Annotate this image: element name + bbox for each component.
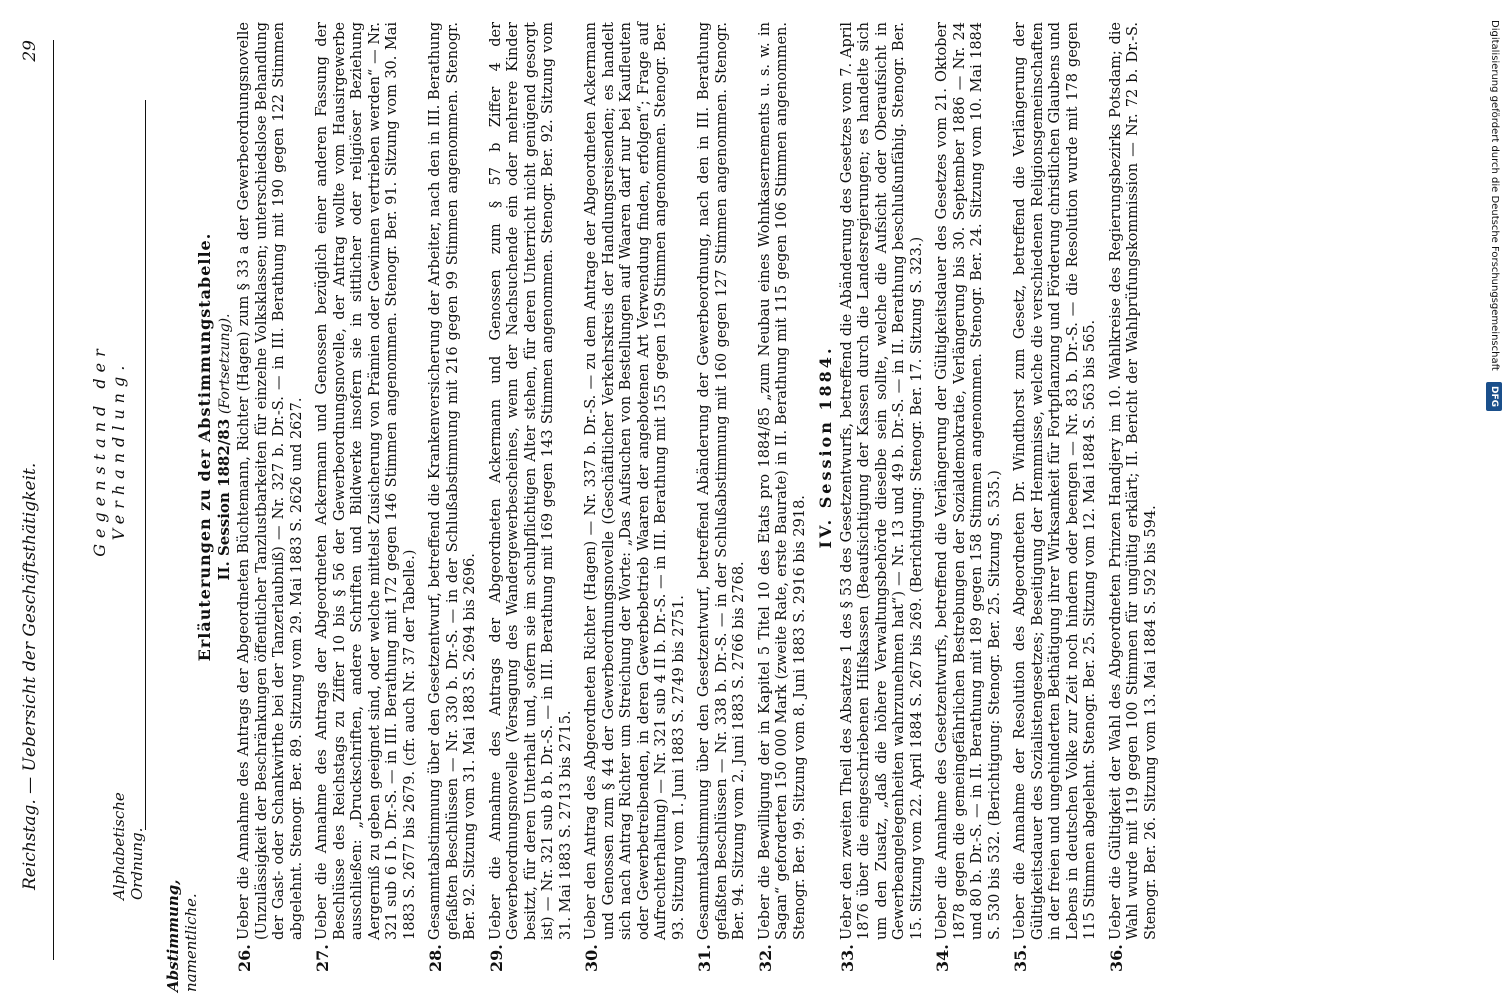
vote-entry-text: Ueber die Annahme des Antrags der Abgeordneten Ackermann und Genossen bezüglich einer anderen Fassung der Beschlüsse des Reichstags zu Ziffer 10 bis § 56 der Gewerbeordnungsnovelle, der Antrag wollte vom Hausirgewerbe ausschließen: „Druckschriften, andere Schriften und Bildwerke insofern sie in sittlicher oder religiöser Beziehung Aergerniß zu geben geeignet sind, oder welche mittelst Zusicherung von Prämien oder Gewinnen vertrieben werden“ — Nr. 321 sub 6 I b. Dr.-S. — in III. Berathung mit 172 gegen 146 Stimmen angenommen. Stenogr. Ber. 91. Sitzung vom 30. Mai 1883 S. 2677 bis 2679. (cfr. auch Nr. 37 der Tabelle.) bbox=[314, 22, 418, 940]
vote-entry-text: Ueber die Annahme des Gesetzentwurfs, betreffend die Verlängerung der Gültigkeitsdauer des Gesetzes vom 21. Oktober 1878 gegen die gemeingefährlichen Bestrebungen der Sozialdemokratie, Verlängerung bis 30. September 1886 — Nr. 24 und 80 b. Dr.-S. — in II. Berathung mit 189 gegen 158 Stimmen angenommen. Stenogr. Ber. 24. Sitzung vom 10. Mai 1884 S. 530 bis 532. (Berichtigung: Stenogr. Ber. 25. Sitzung S. 535.) bbox=[934, 22, 1003, 940]
main-text bbox=[190, 22, 1470, 992]
vote-entry bbox=[1012, 22, 1100, 992]
vote-entry-text: Ueber die Annahme des Antrags der Abgeordneten Büchtemann, Richter (Hagen) zum § 33 a der Gewerbeordnungsnovelle (Unzulässigkeit der Beschränkungen öffentlicher Tanzlustbarkeiten für einzelne Volksklassen; unterschiedslose Behandlung der Gast- oder Schankwirthe bei der Tanzerlaubniß) — Nr. 327 b. Dr.-S. — in III. Berathung mit 190 gegen 122 Stimmen abgelehnt. Stenogr. Ber. 89. Sitzung vom 29. Mai 1883 S. 2626 und 2627. bbox=[236, 22, 305, 940]
vote-entry-text: Ueber die Bewilligung der in Kapitel 5 Titel 10 des Etats pro 1884/85 „zum Neubau eines Wohnkasernements u. s. w. in Sagan“ geforderten 150 000 Mark (zweite Rate, erste Baurate) in II. Berathung mit 115 gegen 106 Stimmen angenommen. Stenogr. Ber. 99. Sitzung vom 8. Juni 1883 S. 2916 bis 2918. bbox=[756, 22, 808, 940]
vote-entry-text: Gesammtabstimmung über den Gesetzentwurf, betreffend Abänderung der Gewerbeordnung, nach den in III. Berathung gefaßten Beschlüssen — Nr. 338 b. Dr.-S. — in der Schlußabstimmung mit 160 gegen 127 Stimmen angenommen. Stenogr. Ber. 94. Sitzung vom 2. Juni 1883 S. 2766 bis 2768. bbox=[696, 22, 747, 940]
column-header-subject bbox=[60, 100, 150, 800]
digitization-notice-inner bbox=[1486, 20, 1502, 980]
vote-entry bbox=[488, 22, 576, 992]
vote-entry-text: Ueber den zweiten Theil des Absatzes 1 des § 53 des Gesetzentwurfs, betreffend die Abänderung des Gesetzes vom 7. April 1876 über die eingeschriebenen Hilfskassen (Beaufsichtigung der Kassen durch die Landesregierungen; es handelte sich um den Zusatz, „daß die höhere Verwaltungsbehörde dieselbe sein sollte, welche die Aufsicht oder Oberaufsicht in Gewerbeangelegenheiten wahrzunehmen hat“) — Nr. 13 und 49 b. Dr.-S. — in II. Berathung beschlußunfähig. Stenogr. Ber. 15. Sitzung vom 22. April 1884 S. 267 bis 269. (Berichtigung: Stenogr. Ber. 17. Sitzung S. 323.) bbox=[838, 22, 925, 940]
vote-entry-number: 29. bbox=[486, 944, 506, 972]
column-header-rule bbox=[145, 100, 146, 830]
running-head-title: Reichstag. — Uebersicht der Geschäftsthätigkeit. bbox=[20, 462, 40, 890]
running-head bbox=[8, 0, 52, 1000]
vote-entry-text: Ueber die Gültigkeit der Wahl des Abgeordneten Prinzen Handjery im 10. Wahlkreise des Regierungsbezirks Potsdam; die Wahl wurde mit 119 gegen 100 Stimmen für ungültig erklärt; II. Bericht der Wahlprüfungskommission — Nr. 72 b. Dr.-S. Stenogr. Ber. 26. Sitzung vom 13. Mai 1884 S. 592 bis 594. bbox=[1107, 22, 1159, 940]
vote-entry-number: 36. bbox=[1106, 944, 1126, 972]
vote-entry-number: 30. bbox=[582, 944, 601, 972]
vote-entry bbox=[1108, 22, 1161, 992]
column-header-subject-label: Gegenstand der Verhandlung. bbox=[90, 343, 128, 557]
vote-entry bbox=[839, 22, 927, 992]
entry-list-1 bbox=[236, 22, 809, 992]
session-heading-1-title: II. Session 1882/83 bbox=[214, 418, 233, 581]
session-heading-2: IV. Session 1884. bbox=[816, 345, 835, 549]
vote-entry-text: Gesammtabstimmung über den Gesetzentwurf, betreffend die Krankenversicherung der Arbeiter, nach den in III. Berathung gefaßten Beschlüssen — Nr. 330 b. Dr.-S. — in der Schlußabstimmung mit 216 gegen 99 Stimmen angenommen. Stenogr. Ber. 92. Sitzung vom 31. Mai 1883 S. 2694 bis 2696. bbox=[427, 22, 478, 940]
vote-entry bbox=[583, 22, 688, 992]
vote-entry-number: 27. bbox=[313, 944, 332, 972]
vote-entry-number: 26. bbox=[235, 944, 254, 972]
entry-list-2 bbox=[839, 22, 1161, 992]
vote-entry bbox=[757, 22, 810, 992]
dfg-logo: DFG bbox=[1486, 382, 1502, 411]
vote-entry-text: Ueber die Annahme des Antrags der Abgeordneten Ackermann und Genossen zum § 57 b Ziffer 4 der Gewerbeordnungsnovelle (Versagung des Wandergewerbescheines, wenn der Nachsuchende ein oder mehrere Kinder besitzt, für deren Unterhalt und, sofern sie im schulpflichtigen Alter stehen, für deren Unterricht nicht genügend gesorgt ist) — Nr. 321 sub 8 b. Dr.-S. — in III. Berathung mit 169 gegen 143 Stimmen angenommen. Stenogr. Ber. 92. Sitzung vom 31. Mai 1883 S. 2713 bis 2715. bbox=[487, 22, 574, 940]
vote-entry bbox=[696, 22, 749, 992]
vote-entry-text: Ueber den Antrag des Abgeordneten Richter (Hagen) — Nr. 337 b. Dr.-S. — zu dem Antrage der Abgeordneten Ackermann und Genossen zum § 44 der Gewerbeordnungsnovelle (Geschäftlicher Verkehrskreis der Handlungsreisenden; es handelt sich nach Antrag Richter um Streichung der Worte: „Das Aufsuchen von Bestellungen auf Waaren darf nur bei Kaufleuten oder Gewerbetreibenden, in deren Gewerbebetrieb Waaren der angebotenen Art Verwendung finden, erfolgen“; Frage auf Aufrechterhaltung) — Nr. 321 sub 4 II b. Dr.-S. — in III. Berathung mit 155 gegen 159 Stimmen angenommen. Stenogr. Ber. 93. Sitzung vom 1. Juni 1883 S. 2749 bis 2751. bbox=[583, 22, 687, 940]
section-heading: Erläuterungen zu der Abstimmungstabelle. bbox=[195, 232, 214, 662]
vote-entry bbox=[427, 22, 480, 992]
vote-entry bbox=[314, 22, 419, 992]
digitization-notice bbox=[1486, 20, 1502, 980]
vote-entry-number: 32. bbox=[755, 944, 775, 972]
session-heading-1-note: (Fortsetzung). bbox=[216, 313, 233, 415]
digitization-notice-text: Digitalisierung gefördert durch die Deutsche Forschungsgemeinschaft bbox=[1489, 20, 1500, 371]
vote-entry-number: 33. bbox=[837, 944, 857, 972]
vote-entry-text: Ueber die Annahme der Resolution des Abgeordneten Dr. Windthorst zum Gesetz, betreffend die Verlängerung der Gültigkeitsdauer des Sozialistengesetzes; Beseitigung der Hemmnisse, welche die verschiedenen Religionsgemeinschaften in der freien und ungehinderten Bethätigung ihrer Wirksamkeit für Fortpflanzung und Förderung christlichen Glaubens und Lebens in deutschen Volke zur Zeit noch hindern oder beengen — Nr. 83 b. Dr.-S. — die Resolution wurde mit 178 gegen 115 Stimmen abgelehnt. Stenogr. Ber. 25. Sitzung vom 12. Mai 1884 S. 563 bis 565. bbox=[1012, 22, 1098, 940]
page-number: 29 bbox=[20, 40, 40, 62]
vote-entry-number: 35. bbox=[1011, 944, 1030, 972]
session-heading-1 bbox=[216, 22, 235, 872]
vote-entry bbox=[934, 22, 1004, 992]
header-rule bbox=[53, 40, 54, 960]
vote-entry-number: 28. bbox=[426, 944, 445, 972]
column-header-alphabetical: Alphabetische Ordnung. bbox=[110, 792, 146, 900]
index-keyword-sub: namentliche. bbox=[182, 893, 200, 992]
vote-entry bbox=[236, 22, 306, 992]
vote-entry-number: 34. bbox=[933, 944, 952, 972]
index-keyword-main: Abstimmung, bbox=[164, 879, 182, 992]
vote-entry-number: 31. bbox=[695, 944, 714, 972]
